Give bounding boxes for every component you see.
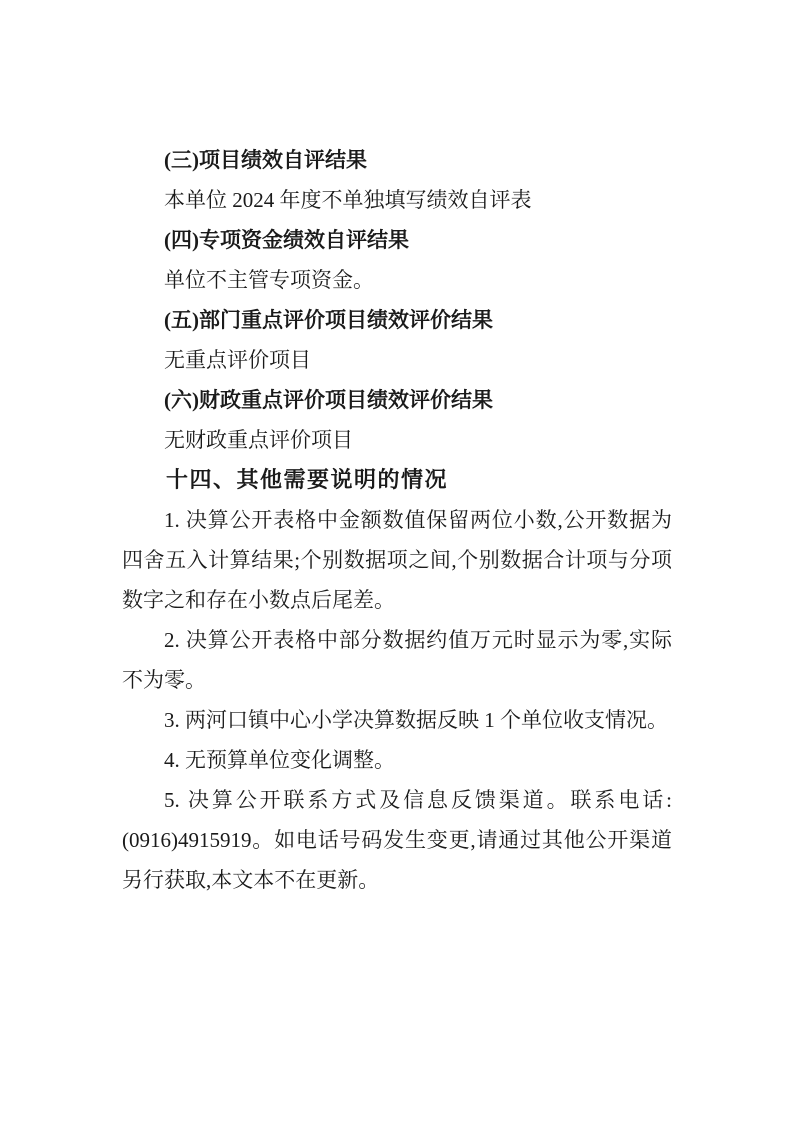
sub-heading: (四)专项资金绩效自评结果 [164,228,409,252]
sub-heading: (六)财政重点评价项目绩效评价结果 [164,388,493,412]
paragraph: 本单位 2024 年度不单独填写绩效自评表 [164,188,532,212]
paragraph: 3. 两河口镇中心小学决算数据反映 1 个单位收支情况。 [164,708,668,732]
sub-heading: (三)项目绩效自评结果 [164,148,367,172]
section-heading: 十四、其他需要说明的情况 [166,467,449,492]
paragraph: 4. 无预算单位变化调整。 [164,748,395,772]
paragraph: 2. 决算公开表格中部分数据约值万元时显示为零,实际不为零。 [122,628,672,692]
paragraph: 单位不主管专项资金。 [164,268,374,292]
paragraph: 5. 决算公开联系方式及信息反馈渠道。联系电话:(0916)4915919。如电话号码发生变更,请通过其他公开渠道另行获取,本文本不在更新。 [122,788,672,892]
paragraph: 1. 决算公开表格中金额数值保留两位小数,公开数据为四舍五入计算结果;个别数据项之间,个别数据合计项与分项数字之和存在小数点后尾差。 [122,508,672,612]
paragraph: 无重点评价项目 [164,348,311,372]
sub-heading: (五)部门重点评价项目绩效评价结果 [164,308,493,332]
document-content [122,140,672,900]
paragraph: 无财政重点评价项目 [164,428,353,452]
